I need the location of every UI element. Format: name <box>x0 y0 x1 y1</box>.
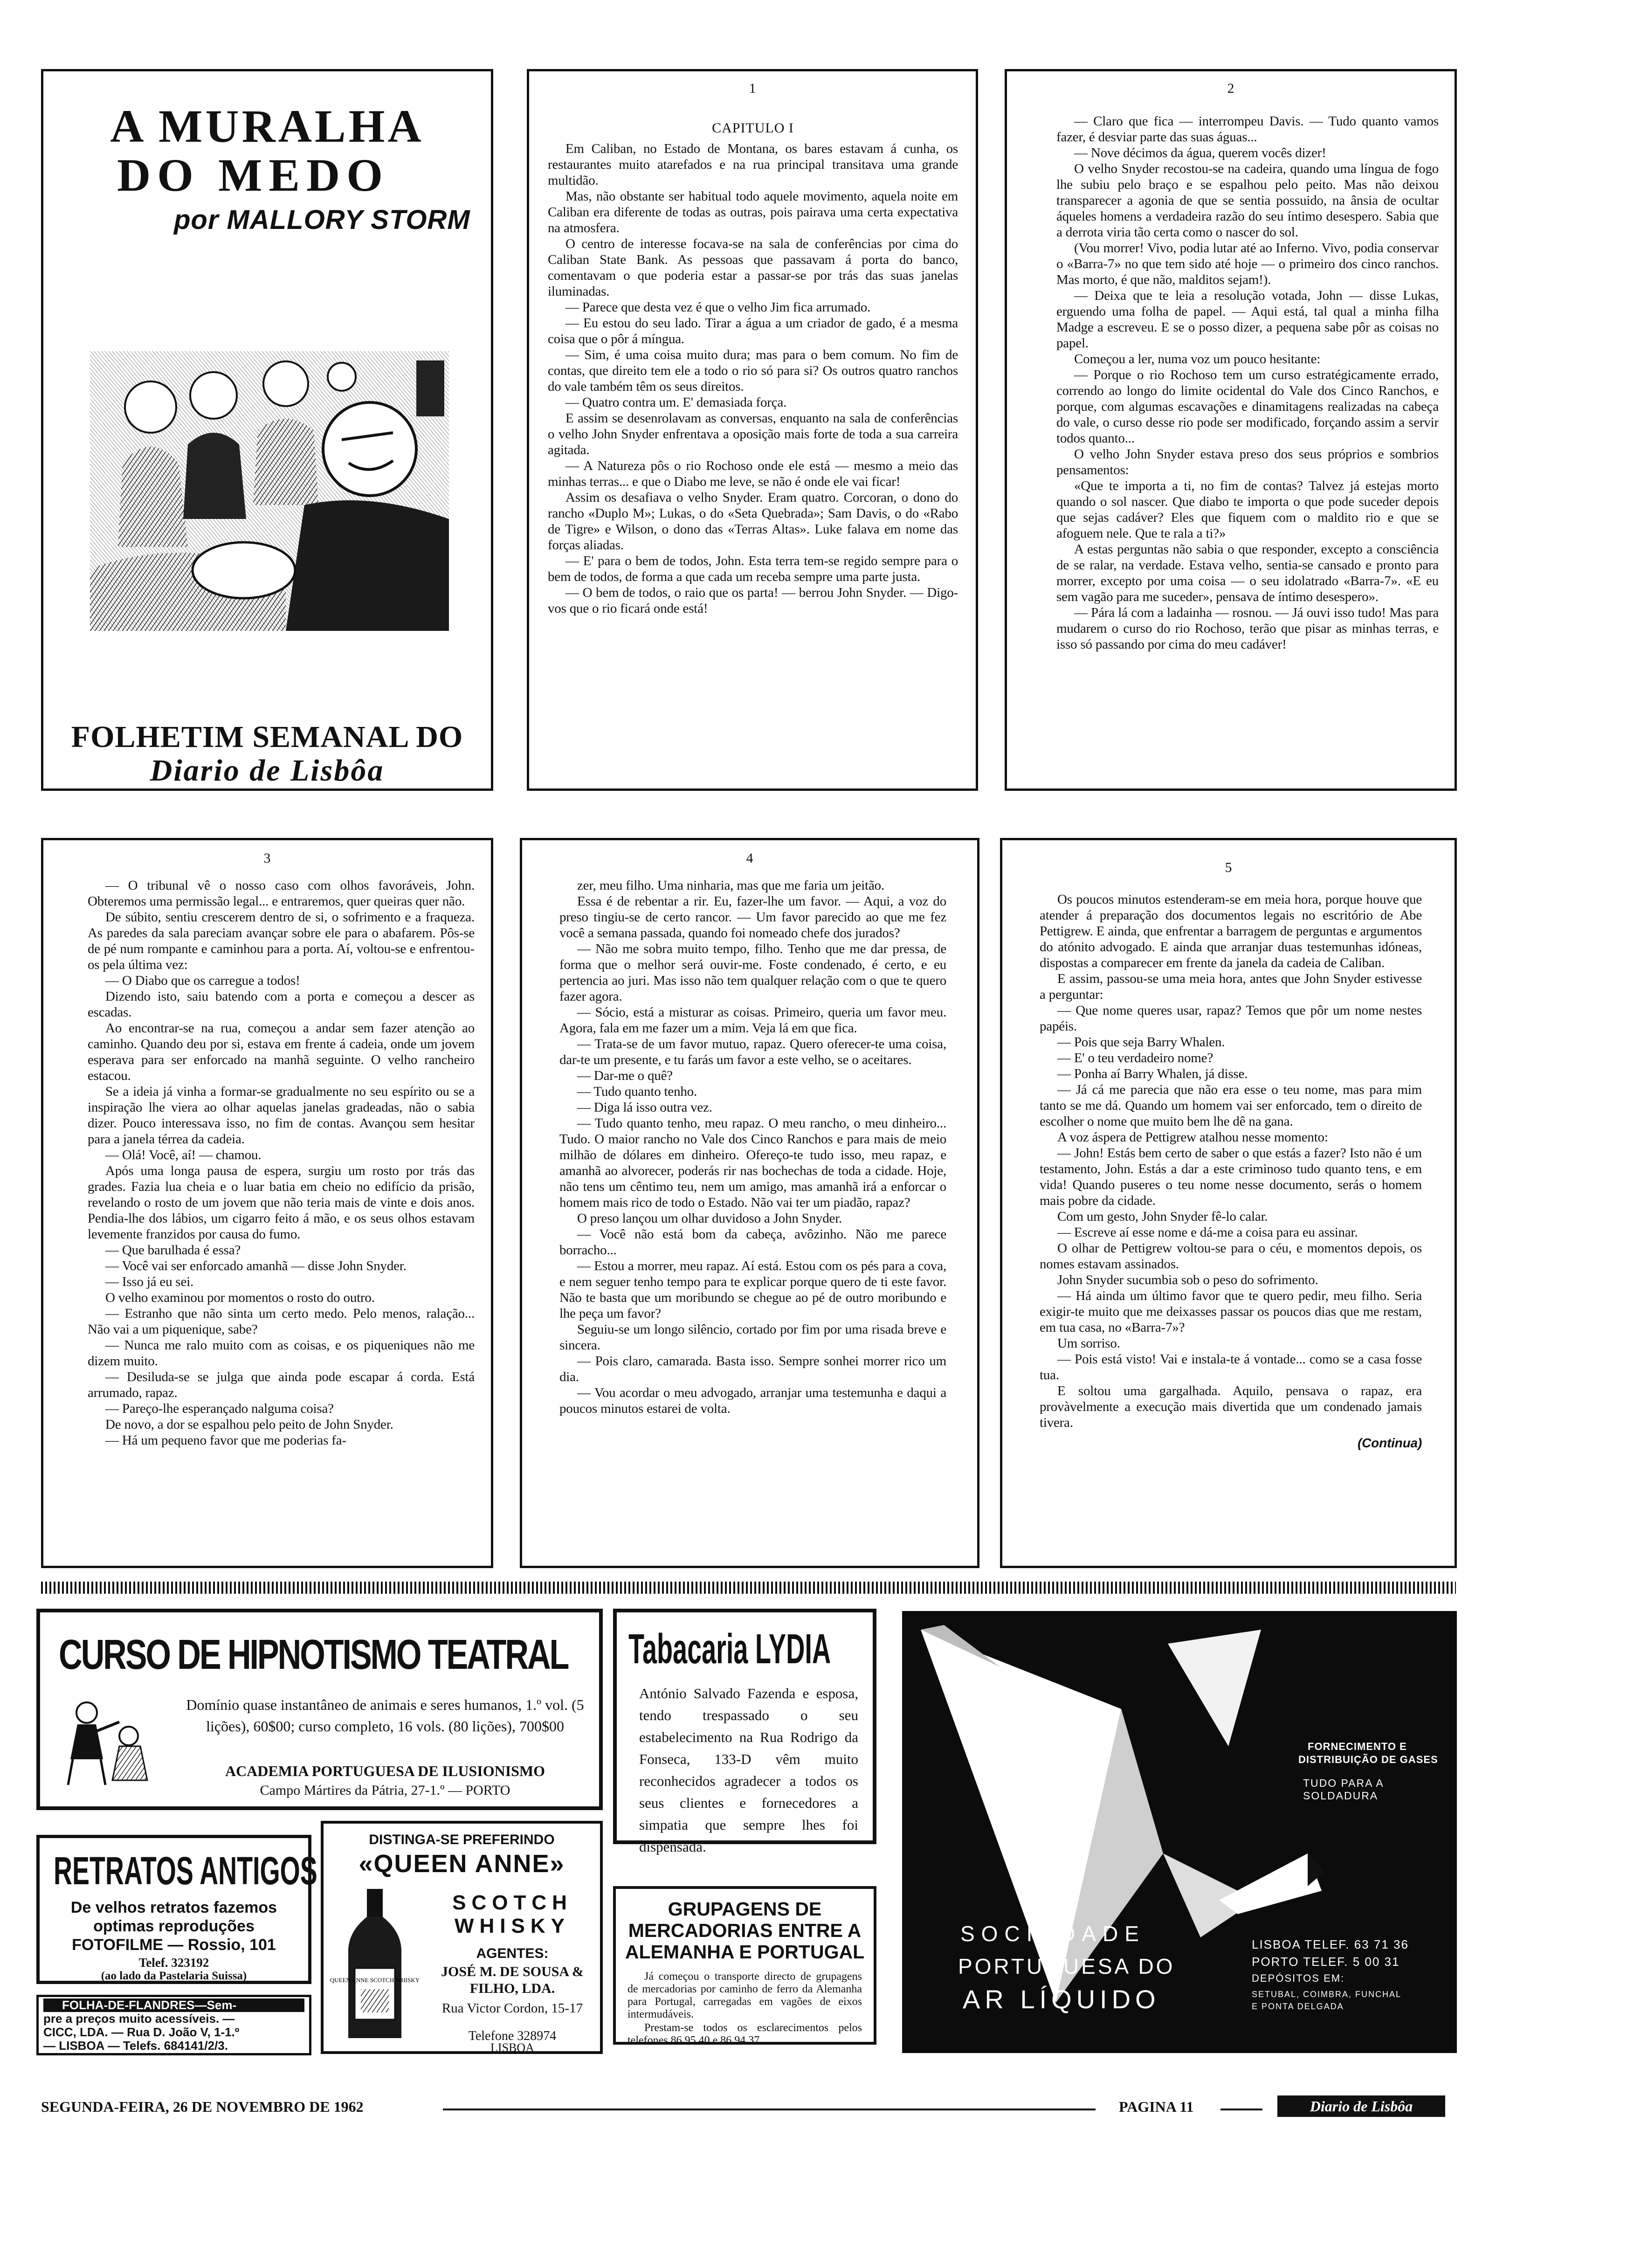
page-paragraphs <box>559 878 946 1417</box>
ar-places1: SETUBAL, COIMBRA, FUNCHAL <box>1252 1990 1402 1999</box>
serial-title-panel <box>41 69 493 791</box>
ad-retratos-line2: optimas reproduções <box>93 1917 255 1935</box>
page-number: 5 <box>1225 860 1232 875</box>
ad-retratos-title: RETRATOS ANTIGOS <box>54 1849 317 1893</box>
paragraph: Com um gesto, John Snyder fê-lo calar. <box>1057 1209 1268 1224</box>
paragraph: O velho Snyder recostou-se na cadeira, quando uma língua de fogo lhe subiu pelo braço e se espalhou pelo peito. Mas não deixou transparecer a agonia de que se sentia possuido, na ânsia de ocultar áqueles homens a verdadeira razão do seu íntimo desespero. Sabia que a derrota viria tão certa como o nascer do sol. <box>1056 161 1439 240</box>
paragraph: — Porque o rio Rochoso tem um curso estratégicamente errado, correndo ao longo do limite ocidental do Vale dos Cinco Ranchos, e porque, com algumas escavações e dinamitagens realizadas na cabeça do vale, o curso desse rio pode ser modificado, forçando assim a servir todos quanto... <box>1056 367 1439 446</box>
ad-whisky-phone: Telefone 328974 <box>468 2029 557 2043</box>
paragraph: — Estranho que não sinta um certo medo. Pelo menos, ralação... Não vai a um piquenique, sabe? <box>88 1306 475 1337</box>
page-number: 2 <box>1227 81 1234 96</box>
paragraph: «Que te importa a ti, no fim de contas? Talvez já estejas morto quando o sol nascer. Que diabo te importa o que pode suceder depois que sejas cadáver? Eles que fiquem com o maldito rio e que se afoguem nele. Que te rala a ti?» <box>1056 478 1439 541</box>
ar-top3: TUDO PARA A SOLDADURA <box>1303 1777 1384 1802</box>
paragraph: O centro de interesse focava-se na sala de conferências por cima do Caliban State Bank. As pessoas que passavam á porta do banco, comentavam o que poderia estar a passar-se por trás das suas janelas iluminadas. <box>548 236 958 299</box>
ar-name1: SOCIEDADE <box>960 1922 1145 1946</box>
paragraph: — Claro que fica — interrompeu Davis. — Tudo quanto vamos fazer, é desviar parte das suas águas... <box>1056 114 1439 145</box>
paragraph: — Há um pequeno favor que me poderias fa- <box>105 1433 346 1448</box>
ad-tabacaria-text: António Salvado Fazenda e esposa, tendo trespassado o seu estabelecimento na Rua Rodrigo da Fonseca, 133-D vêm muito reconhecidos agradecer a todos os seus clientes e fornecedores a simpatia que sempre lhes foi dispensada. <box>639 1685 858 1855</box>
ad-grupagens-text2: Prestam-se todos os esclarecimentos pelos telefones 86 95 40 e 86 94 37. <box>627 2022 862 2047</box>
page-paragraphs <box>1040 892 1422 1431</box>
serial-title-line1: A MURALHA <box>110 100 424 152</box>
paragraph: Assim os desafiava o velho Snyder. Eram quatro. Corcoran, o dono do rancho «Duplo M»; Lukas, o do «Seta Quebrada»; Sam Davis, o do «Rabo de Tigre» e Wilson, o dono das «Terras Altas». Luke falava em nome das forças aliadas. <box>548 490 958 553</box>
paragraph: — Quatro contra um. E' demasiada força. <box>565 395 787 410</box>
ad-folha-line2: pre a preços muito acessíveis. — <box>43 2012 235 2026</box>
paragraph: Após uma longa pausa de espera, surgiu um rosto por trás das grades. Fazia lua cheia e o luar batia em cheio no edifício da prisão, revelando o rosto de um jovem que não teria mais de vinte e dois anos. Pendia-lhe dos lábios, um cigarro feito á mão, e os seus olhos estavam levemente franzidos por causa do fumo. <box>88 1163 475 1242</box>
whisky-label-text: QUEEN ANNE SCOTCH WHISKY <box>330 1977 420 1984</box>
serial-page-4 <box>520 838 979 1568</box>
page-text <box>88 878 475 1448</box>
ar-depositos: DEPÓSITOS EM: <box>1252 1972 1345 1984</box>
serial-byline: por MALLORY STORM <box>174 205 470 235</box>
paragraph: Começou a ler, numa voz um pouco hesitante: <box>1074 352 1321 366</box>
paragraph: Um sorriso. <box>1057 1336 1120 1351</box>
page-text <box>548 120 958 616</box>
page-number: 1 <box>749 81 756 96</box>
page-text <box>1040 892 1422 1451</box>
ad-ar-liquido <box>902 1611 1457 2053</box>
paragraph: — Dar-me o quê? <box>577 1068 673 1083</box>
ad-tabacaria <box>613 1609 876 1855</box>
ad-hipnotismo-text: Domínio quase instantâneo de animais e seres humanos, 1.º vol. (5 lições), 60$00; curso completo, 16 vols. (80 lições), 700$00 <box>186 1696 584 1735</box>
paragraph: Os poucos minutos estenderam-se em meia hora, porque houve que atender á preparação dos documentos legais no escritório de Abe Pettigrew. E ainda, que enfrentar a barragem de perguntas e argumentos do atónito advogado. E ainda que arranjar duas testemunhas idóneas, dispostas a comparecer em frente da janela da cadeia de Caliban. <box>1040 892 1422 970</box>
page-paragraphs <box>548 141 958 616</box>
paragraph: zer, meu filho. Uma ninharia, mas que me faria um jeitão. <box>577 878 885 893</box>
paragraph: — Isso já eu sei. <box>105 1274 194 1289</box>
ad-hipnotismo-illustration <box>59 1694 157 1787</box>
ad-grupagens-title: GRUPAGENS DE MERCADORIAS ENTRE A ALEMANHA E PORTUGAL <box>625 1898 865 1963</box>
paragraph: — Estou a morrer, meu rapaz. Aí está. Estou com os pés para a cova, e nem seguer tenho tempo para te explicar porque quero de ti este favor. Não te basta que um moribundo se chegue ao pé de outro moribundo e lhe peça um favor? <box>559 1258 946 1321</box>
paragraph: — Escreve aí esse nome e dá-me a coisa para eu assinar. <box>1057 1225 1358 1240</box>
paragraph: Em Caliban, no Estado de Montana, os bares estavam á cunha, os restaurantes muito atarefados e na rua principal transitava uma grande multidão. <box>548 141 958 188</box>
paragraph: — Nove décimos da água, querem vocês dizer! <box>1074 145 1326 160</box>
paragraph: — Pois está visto! Vai e instala-te á vontade... como se a casa fosse tua. <box>1040 1352 1422 1383</box>
paragraph: — Nunca me ralo muito com as coisas, e os piqueniques não me dizem muito. <box>88 1338 475 1369</box>
paragraph: — Olá! Você, aí! — chamou. <box>105 1148 262 1162</box>
paragraph: E soltou uma gargalhada. Aquilo, pensava o rapaz, era provàvelmente a execução mais divertida que um condenado jamais tivera. <box>1040 1383 1422 1430</box>
ar-name2: PORTUGUESA DO <box>958 1954 1175 1978</box>
paragraph: O olhar de Pettigrew voltou-se para o céu, e momentos depois, os nomes estavam assinados. <box>1040 1241 1422 1272</box>
paragraph: — Pára lá com a ladainha — rosnou. — Já ouvi isso tudo! Mas para mudarem o curso do rio Rochoso, terão que pisar as minhas terras, e isso só passando por cima do meu cadáver! <box>1056 605 1439 652</box>
paragraph: — O tribunal vê o nosso caso com olhos favoráveis, John. Obteremos uma permissão legal... e entraremos, quer queiras quer não. <box>88 878 475 909</box>
paragraph: — Pois claro, camarada. Basta isso. Sempre sonhei morrer rico um dia. <box>559 1354 946 1384</box>
paragraph: — Já cá me parecia que não era esse o teu nome, mas para mim tanto se me dá. Quando um homem vai ser enforcado, tem o direito de escolher o nome que muito bem lhe dê na gana. <box>1040 1082 1422 1129</box>
ar-top2: DISTRIBUIÇÃO DE GASES <box>1298 1754 1438 1765</box>
serial-page-3 <box>41 838 493 1568</box>
ad-whisky-city: LISBOA <box>490 2041 534 2054</box>
paragraph: — Que nome queres usar, rapaz? Temos que pôr um nome nestes papéis. <box>1040 1003 1422 1034</box>
paragraph: — Que barulhada é essa? <box>105 1243 241 1258</box>
decorative-separator <box>41 1582 1456 1594</box>
paragraph: — Eu estou do seu lado. Tirar a água a um criador de gado, é a mesma coisa que o pôr á míngua. <box>548 316 958 346</box>
paragraph: Dizendo isto, saiu batendo com a porta e começou a descer as escadas. <box>88 989 475 1020</box>
footer-date: SEGUNDA-FEIRA, 26 DE NOVEMBRO DE 1962 <box>41 2098 364 2115</box>
paragraph: — Pareço-lhe esperançado nalguma coisa? <box>105 1401 334 1416</box>
serial-page-5 <box>1000 838 1457 1568</box>
page-number: 4 <box>746 850 753 866</box>
ar-places2: E PONTA DELGADA <box>1252 2002 1344 2011</box>
paragraph: — Parece que desta vez é que o velho Jim fica arrumado. <box>565 300 871 315</box>
ad-hipnotismo-title: CURSO DE HIPNOTISMO TEATRAL <box>59 1632 568 1678</box>
serial-page-2 <box>1005 69 1457 791</box>
ad-whisky-brand: «QUEEN ANNE» <box>359 1850 565 1878</box>
paragraph: — O bem de todos, o raio que os parta! — berrou John Snyder. — Digo-vos que o rio ficará onde está! <box>548 585 958 616</box>
serial-page-1 <box>527 69 978 791</box>
ar-top1: FORNECIMENTO E <box>1308 1741 1407 1752</box>
paragraph: — Sim, é uma coisa muito dura; mas para o bem comum. No fim de contas, que direito tem ele a todo o rio só para si? Os outros quatro ranchos do vale também têm os seus direitos. <box>548 347 958 394</box>
ad-folha-line1: FOLHA-DE-FLANDRES—Sem- <box>43 1998 304 2012</box>
ad-hipnotismo <box>36 1609 603 1810</box>
paragraph: — O Diabo que os carregue a todos! <box>105 973 300 988</box>
page-paragraphs <box>1056 113 1439 652</box>
footer-page-number: PAGINA 11 <box>1119 2098 1194 2115</box>
ad-whisky-scotch: SCOTCH <box>452 1891 572 1914</box>
paragraph: — John! Estás bem certo de saber o que estás a fazer? Isto não é um testamento, John. Estás a dar a este criminoso tudo quanto tens, e em vida! Quando puseres o teu nome nesse documento, serás o homem mais pobre da cidade. <box>1040 1146 1422 1208</box>
folhetim-label: FOLHETIM SEMANAL DO <box>71 720 463 754</box>
paragraph: O preso lançou um olhar duvidoso a John Snyder. <box>577 1211 842 1226</box>
page-text <box>559 878 946 1417</box>
ad-retratos-line1: De velhos retratos fazemos <box>70 1899 277 1916</box>
page-text <box>1056 113 1439 652</box>
paragraph: — Desiluda-se se julga que ainda pode escapar á corda. Está arrumado, rapaz. <box>88 1369 475 1400</box>
paragraph: E assim se desenrolavam as conversas, enquanto na sala de conferências o velho John Snyder enfrentava a oposição mais forte de toda a sua carreira agitada. <box>548 411 958 457</box>
paragraph: — Não me sobra muito tempo, filho. Tenho que me dar pressa, de forma que o melhor será ouvir-me. Foste condenado, é certo, e eu pertencia ao juri. Mas isso não tem qualquer relação com o que te quero fazer agora. <box>559 941 946 1004</box>
ad-hipnotismo-address: Campo Mártires da Pátria, 27-1.º — PORTO <box>260 1783 510 1798</box>
continua-label: (Continua) <box>1358 1436 1422 1450</box>
chapter-heading: CAPITULO I <box>712 120 794 136</box>
paragraph: Ao encontrar-se na rua, começou a andar sem fazer atenção ao caminho. Quando deu por si, estava em frente á cadeia, onde um jovem esperava para ser enforcado na manhã seguinte. O velho rancheiro estacou. <box>88 1021 475 1083</box>
serial-title-line2: DO MEDO <box>117 149 390 201</box>
ad-hipnotismo-org: ACADEMIA PORTUGUESA DE ILUSIONISMO <box>225 1763 545 1779</box>
paragraph: John Snyder sucumbia sob o peso do sofrimento. <box>1057 1272 1318 1287</box>
paragraph: — Há ainda um último favor que te quero pedir, meu filho. Seria exigir-te muito que me deixasses passar os poucos dias que me restam, em tua casa, no «Barra-7»? <box>1040 1288 1422 1335</box>
ad-whisky-top: DISTINGA-SE PREFERINDO <box>369 1832 555 1847</box>
ad-whisky-agents: AGENTES: <box>476 1946 549 1961</box>
ad-tabacaria-title: Tabacaria LYDIA <box>628 1626 831 1673</box>
paragraph: O velho examinou por momentos o rosto do outro. <box>105 1290 375 1305</box>
ad-whisky-agent-name: JOSÉ M. DE SOUSA & FILHO, LDA. <box>441 1964 584 1996</box>
footer-paper-logo: Diario de Lisbôa <box>1277 2095 1445 2117</box>
paragraph: — Você vai ser enforcado amanhã — disse John Snyder. <box>105 1258 407 1273</box>
paragraph: Mas, não obstante ser habitual todo aquele movimento, aquela noite em Caliban era diferente de todas as outras, pois pairava uma certa expectativa na atmosfera. <box>548 189 958 235</box>
paragraph: — Trata-se de um favor mutuo, rapaz. Quero oferecer-te uma coisa, dar-te um presente, e tu farás um favor a este velho, se o aceitares. <box>559 1037 946 1067</box>
ad-retratos-line3: FOTOFILME — Rossio, 101 <box>72 1936 276 1954</box>
paragraph: — E' o teu verdadeiro nome? <box>1057 1051 1214 1065</box>
paragraph: — Ponha aí Barry Whalen, já disse. <box>1057 1066 1248 1081</box>
ar-lisboa: LISBOA TELEF. 63 71 36 <box>1252 1937 1409 1951</box>
paragraph: — Tudo quanto tenho, meu rapaz. O meu rancho, o meu dinheiro... Tudo. O maior rancho no Vale dos Cinco Ranchos e para mais de meio milhão de dólares em dinheiro. Ofereço-te tudo isso, meu rapaz, e amanhã ao alvorecer, poderás rir nas bochechas de toda a cidade. Hoje, não tens um cêntimo teu, nem um amigo, mas amanhã irá a enforcar o homem mais rico de todo o Estado. Não vai ter um piadão, rapaz? <box>559 1116 946 1210</box>
paragraph: — E' para o bem de todos, John. Esta terra tem-se regido sempre para o bem de todos, de forma a que cada um receba sempre uma parte justa. <box>548 553 958 584</box>
whisky-bottle-icon <box>330 1889 420 2043</box>
page-paragraphs <box>88 878 475 1448</box>
paragraph: — Deixa que te leia a resolução votada, John — disse Lukas, erguendo uma folha de papel. — Aqui está, tal qual a minha filha Madge a escreveu. E se o posso dizer, a pequena sabe pôr as coisas no papel. <box>1056 288 1439 351</box>
paper-name-blackletter: Diario de Lisbôa <box>150 754 385 788</box>
ad-whisky-whisky: WHISKY <box>455 1915 570 1937</box>
ad-queen-anne <box>321 1821 603 2054</box>
paragraph: O velho John Snyder estava preso dos seus próprios e sombrios pensamentos: <box>1056 447 1439 477</box>
paragraph: — Diga lá isso outra vez. <box>577 1100 712 1115</box>
paragraph: Essa é de rebentar a rir. Eu, fazer-lhe um favor. — Aqui, a voz do preso tingiu-se de certo rancor. — Um favor parecido ao que me fez você a semana passada, quando foi nomeado chefe dos jurados? <box>559 894 946 940</box>
paragraph: — Pois que seja Barry Whalen. <box>1057 1035 1225 1050</box>
paragraph: — Tudo quanto tenho. <box>577 1084 697 1099</box>
paragraph: Seguiu-se um longo silêncio, cortado por fim por uma risada breve e sincera. <box>559 1322 946 1353</box>
paragraph: E assim, passou-se uma meia hora, antes que John Snyder estivesse a perguntar: <box>1040 971 1422 1002</box>
ad-folha-line3: CICC, LDA. — Rua D. João V, 1-1.º <box>43 2025 240 2039</box>
ad-folha-flandres <box>36 1995 311 2055</box>
paragraph: A voz áspera de Pettigrew atalhou nesse momento: <box>1057 1130 1328 1145</box>
paragraph: A estas perguntas não sabia o que responder, excepto a consciência de se ralar, na verdade. Estava velho, sentia-se cansado e pronto para morrer, excepto por uma coisa — o seu idolatrado «Barra-7». «E eu sem vagão para me suceder», pensava de íntimo desespero». <box>1056 542 1439 604</box>
paragraph: De súbito, sentiu crescerem dentro de si, o sofrimento e a fraqueza. As paredes da sala pareciam avançar sobre ele para o abafarem. Pôs-se de pé num rompante e caminhou para a porta. Aí, voltou-se e enfrentou-os pela última vez: <box>88 910 475 972</box>
ad-retratos-line4: Telef. 323192 <box>138 1956 209 1970</box>
serial-illustration <box>90 351 449 631</box>
page-number: 3 <box>263 850 271 866</box>
paragraph: De novo, a dor se espalhou pelo peito de John Snyder. <box>105 1417 393 1432</box>
paragraph: Se a ideia já vinha a formar-se gradualmente no seu espírito ou se a inspiração lhe viera ao olhar aquelas janelas gradeadas, não o sabia dizer. Pouco interessava isso, no fim de contas. Avançou sem hesitar para a janela térrea da cadeia. <box>88 1084 475 1147</box>
paragraph: — Sócio, está a misturar as coisas. Primeiro, queria um favor meu. Agora, fala em me fazer um a mim. Veja lá em que fica. <box>559 1005 946 1036</box>
ad-grupagens <box>613 1886 876 2045</box>
paragraph: — Você não está bom da cabeça, avôzinho. Não me parece borracho... <box>559 1227 946 1258</box>
ar-name3: AR LÍQUIDO <box>963 1984 1160 2014</box>
ad-whisky-address: Rua Victor Cordon, 15-17 <box>441 2001 583 2016</box>
ar-porto: PORTO TELEF. 5 00 31 <box>1252 1955 1400 1969</box>
footer-rule-right <box>1220 2109 1262 2110</box>
paragraph: (Vou morrer! Vivo, podia lutar até ao Inferno. Vivo, podia conservar o «Barra-7» no que tem sido até hoje — o primeiro dos cinco ranchos. Mas morto, é que não, malditos sejam!). <box>1056 241 1439 287</box>
ad-retratos <box>36 1835 317 1984</box>
ad-folha-line4: — LISBOA — Telefs. 684141/2/3. <box>43 2039 228 2053</box>
ad-grupagens-text: Já começou o transporte directo de grupagens de mercadorias por caminho de ferro da Alemanha para Portugal, carregadas em vagões de eixos intermudáveis. <box>627 1971 862 2020</box>
ad-retratos-line5: (ao lado da Pastelaria Suissa) <box>101 1970 247 1982</box>
footer-rule-left <box>443 2109 1096 2110</box>
paragraph: — Vou acordar o meu advogado, arranjar uma testemunha e daqui a poucos minutos estarei de volta. <box>559 1385 946 1416</box>
paragraph: — A Natureza pôs o rio Rochoso onde ele está — mesmo a meio das minhas terras... e que o Diabo me leve, se não é onde ele vai ficar! <box>548 458 958 489</box>
